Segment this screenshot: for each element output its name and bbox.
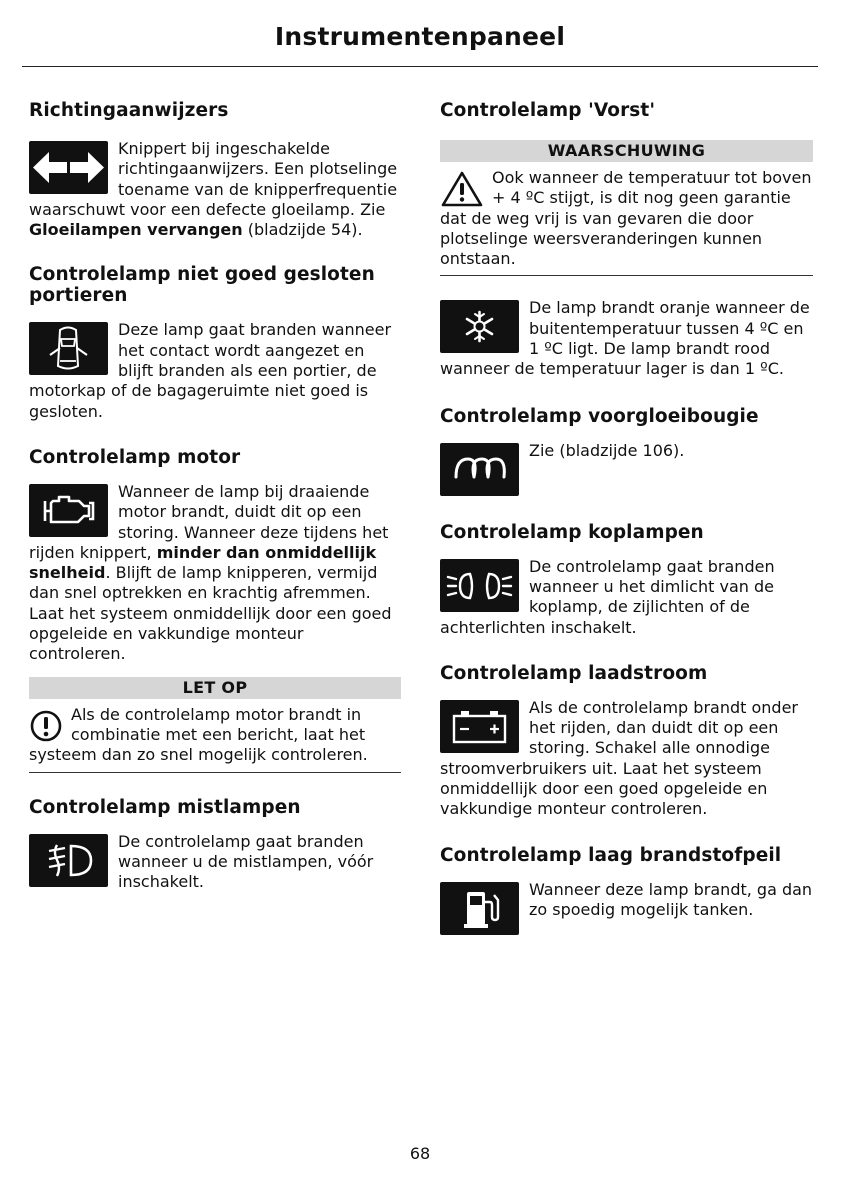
section-glow-plug [440,406,813,498]
page-number: 68 [409,1144,431,1163]
section-heading: Controlelamp voorgloeibougie [440,405,759,427]
glow-plug-description: Zie (bladzijde 106). [529,440,685,460]
frost-warning-text: Ook wanneer de temperatuur tot boven + 4 ºC stijgt, is dit nog geen garantie dat de weg vrij is van gevaren die door plotselinge weersveranderingen kunnen ontstaan. [440,168,812,269]
link-replace-bulbs[interactable]: Gloeilampen vervangen [29,220,243,240]
turn-signal-arrows-icon [29,141,108,194]
battery-icon [440,700,519,753]
section-heading: Controlelamp niet goed gesloten portieren [29,264,375,307]
engine-icon [29,484,108,537]
turn-signal-description: Knippert bij ingeschakelde richtingaanwijzers. Een plotselinge toename van de knipperfrequentie waarschuwt voor een defecte gloeilamp. Zie Gloeilampen vervangen (bladzijde 54). [29,139,398,240]
right-column [440,100,813,937]
engine-description: Wanneer de lamp bij draaiende motor brandt, duidt dit op een storing. Wanneer deze tijdens het rijden knippert, minder dan onmiddellijk snelheid. Blijft de lamp knipperen, vermijd dan snel optrekken en krachtig afremmen. Laat het systeem onmiddellijk door een goed opgeleide en vakkundige monteur controleren. [29,481,392,664]
warning-banner: WAARSCHUWING [440,140,813,162]
section-engine [29,447,401,665]
section-turn-signals [29,100,401,240]
section-heading: Controlelamp motor [29,446,241,468]
section-heading: Controlelamp laag brandstofpeil [440,844,782,866]
section-heading: Controlelamp koplampen [440,521,704,543]
section-charging [440,663,813,820]
frost-description: De lamp brandt oranje wanneer de buitentemperatuur tussen 4 ºC en 1 ºC ligt. De lamp brandt rood wanneer de temperatuur lager is dan 1 ºC. [440,298,810,379]
section-heading: Controlelamp mistlampen [29,796,301,818]
warning-divider [440,275,813,276]
section-heading: Richtingaanwijzers [29,100,229,121]
title-divider [22,66,818,67]
section-heading: Controlelamp laadstroom [440,662,708,684]
section-fog-lamps [29,797,401,893]
fuel-pump-icon [440,882,519,935]
car-door-open-icon [29,322,108,375]
headlamp-description: De controlelamp gaat branden wanneer u het dimlicht van de koplamp, de zijlichten of de achterlichten inschakelt. [440,556,775,637]
fog-description: De controlelamp gaat branden wanneer u de mistlampen, vóór inschakelt. [118,831,374,892]
notice-banner: LET OP [29,677,401,699]
glow-plug-coil-icon [440,443,519,496]
doors-description: Deze lamp gaat branden wanneer het contact wordt aangezet en blijft branden als een portier, de motorkap of de bagageruimte niet goed is gesloten. [29,320,392,421]
snowflake-icon [440,300,519,353]
notice-box [29,677,401,773]
page-title: Instrumentenpaneel [274,22,566,51]
left-column [29,100,401,892]
fog-lamp-icon [29,834,108,887]
charging-description: Als de controlelamp brandt onder het rijden, dan duidt dit op een storing. Schakel alle onnodige stroomverbruikers uit. Laat het systeem onmiddellijk door een goed opgeleide en vakkundige monteur controleren. [440,697,798,819]
section-doors [29,264,401,421]
section-low-fuel [440,845,813,937]
section-headlamps [440,522,813,638]
notice-divider [29,772,401,773]
fuel-description: Wanneer deze lamp brandt, ga dan zo spoedig mogelijk tanken. [529,879,813,919]
warning-triangle-icon [440,170,484,208]
headlamp-icon [440,559,519,612]
exclamation-circle-icon [29,709,63,743]
notice-text: Als de controlelamp motor brandt in combinatie met een bericht, laat het systeem dan zo snel mogelijk controleren. [29,704,368,765]
section-frost [440,100,813,380]
section-heading: Controlelamp 'Vorst' [440,100,656,121]
